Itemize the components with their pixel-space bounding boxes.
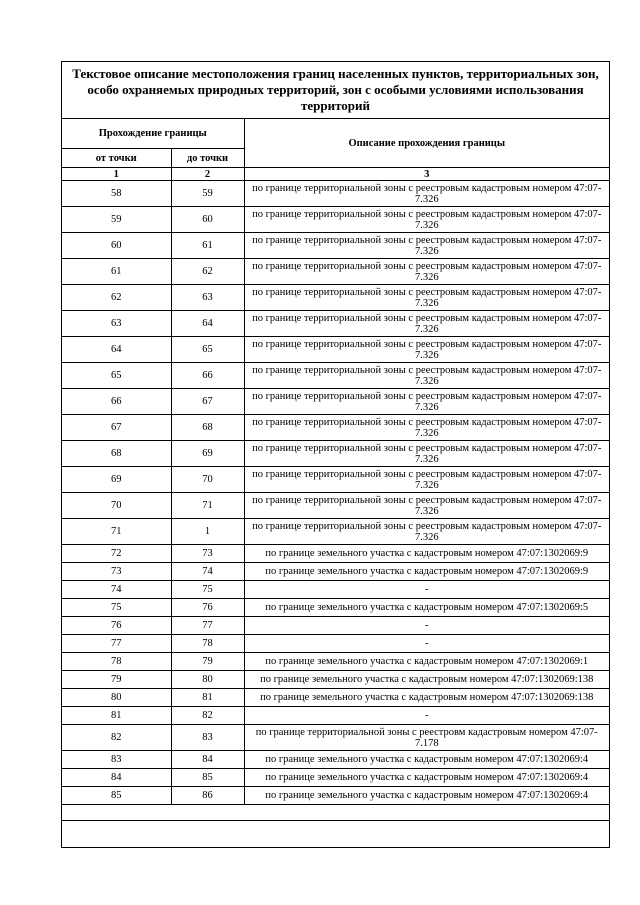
table-row (62, 671, 609, 689)
table-row (62, 311, 609, 337)
to-point-cell: 65 (171, 337, 244, 363)
header-col-1: 1 (62, 168, 171, 181)
header-to-point: до точки (171, 149, 244, 168)
description-cell: по границе территориальной зоны с реестровым кадастровым номером 47:07-7.326 (244, 415, 609, 441)
description-cell: по границе земельного участка с кадастровым номером 47:07:1302069:4 (244, 787, 609, 805)
description-cell: - (244, 617, 609, 635)
description-cell: - (244, 581, 609, 599)
to-point-cell: 75 (171, 581, 244, 599)
table-row (62, 725, 609, 751)
description-cell: по границе территориальной зоны с реестровым кадастровым номером 47:07-7.326 (244, 207, 609, 233)
from-point-cell: 79 (62, 671, 171, 689)
description-cell: по границе территориальной зоны с реестровым кадастровым номером 47:07-7.326 (244, 311, 609, 337)
table-row (62, 441, 609, 467)
description-cell: по границе земельного участка с кадастровым номером 47:07:1302069:4 (244, 751, 609, 769)
to-point-cell: 83 (171, 725, 244, 751)
to-point-cell: 86 (171, 787, 244, 805)
table-row (62, 233, 609, 259)
from-point-cell: 72 (62, 545, 171, 563)
from-point-cell: 68 (62, 441, 171, 467)
table-row (62, 707, 609, 725)
from-point-cell: 67 (62, 415, 171, 441)
description-cell: по границе территориальной зоны с реестровым кадастровым номером 47:07-7.326 (244, 181, 609, 207)
from-point-cell: 59 (62, 207, 171, 233)
header-description: Описание прохождения границы (244, 119, 609, 168)
to-point-cell: 81 (171, 689, 244, 707)
description-cell: по границе земельного участка с кадастровым номером 47:07:1302069:4 (244, 769, 609, 787)
from-point-cell: 81 (62, 707, 171, 725)
from-point-cell: 77 (62, 635, 171, 653)
from-point-cell: 80 (62, 689, 171, 707)
to-point-cell: 1 (171, 519, 244, 545)
from-point-cell: 64 (62, 337, 171, 363)
description-cell: по границе земельного участка с кадастровым номером 47:07:1302069:5 (244, 599, 609, 617)
table-row (62, 653, 609, 671)
table-row (62, 363, 609, 389)
from-point-cell: 61 (62, 259, 171, 285)
table-row (62, 545, 609, 563)
table-row (62, 581, 609, 599)
table-row (62, 337, 609, 363)
table-row (62, 207, 609, 233)
from-point-cell: 83 (62, 751, 171, 769)
from-point-cell: 63 (62, 311, 171, 337)
table-row (62, 635, 609, 653)
to-point-cell: 79 (171, 653, 244, 671)
description-cell: по границе территориальной зоны с реестровым кадастровым номером 47:07-7.326 (244, 493, 609, 519)
to-point-cell: 82 (171, 707, 244, 725)
to-point-cell: 85 (171, 769, 244, 787)
to-point-cell: 73 (171, 545, 244, 563)
description-cell: по границе территориальной зоны с реестровым кадастровым номером 47:07-7.326 (244, 519, 609, 545)
description-cell: по границе земельного участка с кадастровым номером 47:07:1302069:9 (244, 563, 609, 581)
description-cell: по границе земельного участка с кадастровым номером 47:07:1302069:1 (244, 653, 609, 671)
from-point-cell: 58 (62, 181, 171, 207)
from-point-cell: 74 (62, 581, 171, 599)
description-cell: по границе территориальной зоны с реестровым кадастровым номером 47:07-7.326 (244, 389, 609, 415)
description-cell: по границе территориальной зоны с реестровым кадастровым номером 47:07-7.326 (244, 441, 609, 467)
from-point-cell: 70 (62, 493, 171, 519)
to-point-cell: 78 (171, 635, 244, 653)
from-point-cell: 71 (62, 519, 171, 545)
from-point-cell: 75 (62, 599, 171, 617)
table-row (62, 389, 609, 415)
document-title: Текстовое описание местоположения границ населенных пунктов, территориальных зон, особо охраняемых природных территорий, зон с особыми условиями использования территорий (62, 62, 609, 119)
table-row (62, 769, 609, 787)
table-row (62, 467, 609, 493)
header-passage: Прохождение границы (62, 119, 244, 149)
description-cell: по границе территориальной зоны с реестровым кадастровым номером 47:07-7.326 (244, 259, 609, 285)
description-cell: по границе территориальной зоны с реестровым кадастровым номером 47:07-7.326 (244, 285, 609, 311)
header-from-point: от точки (62, 149, 171, 168)
to-point-cell: 70 (171, 467, 244, 493)
empty-row-cell (62, 805, 609, 821)
description-cell: по границе территориальной зоны с реестровм кадастровым номером 47:07-7.178 (244, 725, 609, 751)
header-col-3: 3 (244, 168, 609, 181)
from-point-cell: 84 (62, 769, 171, 787)
from-point-cell: 73 (62, 563, 171, 581)
to-point-cell: 74 (171, 563, 244, 581)
to-point-cell: 71 (171, 493, 244, 519)
table-row (62, 259, 609, 285)
table-row (62, 519, 609, 545)
to-point-cell: 60 (171, 207, 244, 233)
description-cell: - (244, 707, 609, 725)
table-row (62, 689, 609, 707)
table-row (62, 285, 609, 311)
description-cell: по границе земельного участка с кадастровым номером 47:07:1302069:138 (244, 689, 609, 707)
from-point-cell: 66 (62, 389, 171, 415)
from-point-cell: 60 (62, 233, 171, 259)
from-point-cell: 78 (62, 653, 171, 671)
table-row (62, 751, 609, 769)
table-row (62, 787, 609, 805)
from-point-cell: 85 (62, 787, 171, 805)
to-point-cell: 69 (171, 441, 244, 467)
table-row (62, 415, 609, 441)
description-cell: по границе земельного участка с кадастровым номером 47:07:1302069:9 (244, 545, 609, 563)
empty-row (62, 805, 609, 821)
document-sheet (61, 61, 610, 848)
description-cell: по границе территориальной зоны с реестровым кадастровым номером 47:07-7.326 (244, 363, 609, 389)
description-cell: по границе территориальной зоны с реестровым кадастровым номером 47:07-7.326 (244, 233, 609, 259)
table-row (62, 493, 609, 519)
table-row (62, 599, 609, 617)
description-cell: по границе территориальной зоны с реестровым кадастровым номером 47:07-7.326 (244, 467, 609, 493)
table-body (62, 181, 609, 821)
to-point-cell: 59 (171, 181, 244, 207)
to-point-cell: 84 (171, 751, 244, 769)
to-point-cell: 63 (171, 285, 244, 311)
header-col-2: 2 (171, 168, 244, 181)
to-point-cell: 61 (171, 233, 244, 259)
to-point-cell: 66 (171, 363, 244, 389)
to-point-cell: 77 (171, 617, 244, 635)
table-row (62, 181, 609, 207)
description-cell: - (244, 635, 609, 653)
to-point-cell: 67 (171, 389, 244, 415)
description-cell: по границе земельного участка с кадастровым номером 47:07:1302069:138 (244, 671, 609, 689)
to-point-cell: 80 (171, 671, 244, 689)
to-point-cell: 68 (171, 415, 244, 441)
from-point-cell: 76 (62, 617, 171, 635)
boundary-table (62, 119, 609, 821)
table-row (62, 617, 609, 635)
from-point-cell: 62 (62, 285, 171, 311)
to-point-cell: 64 (171, 311, 244, 337)
description-cell: по границе территориальной зоны с реестровым кадастровым номером 47:07-7.326 (244, 337, 609, 363)
from-point-cell: 65 (62, 363, 171, 389)
to-point-cell: 62 (171, 259, 244, 285)
from-point-cell: 69 (62, 467, 171, 493)
from-point-cell: 82 (62, 725, 171, 751)
to-point-cell: 76 (171, 599, 244, 617)
table-row (62, 563, 609, 581)
